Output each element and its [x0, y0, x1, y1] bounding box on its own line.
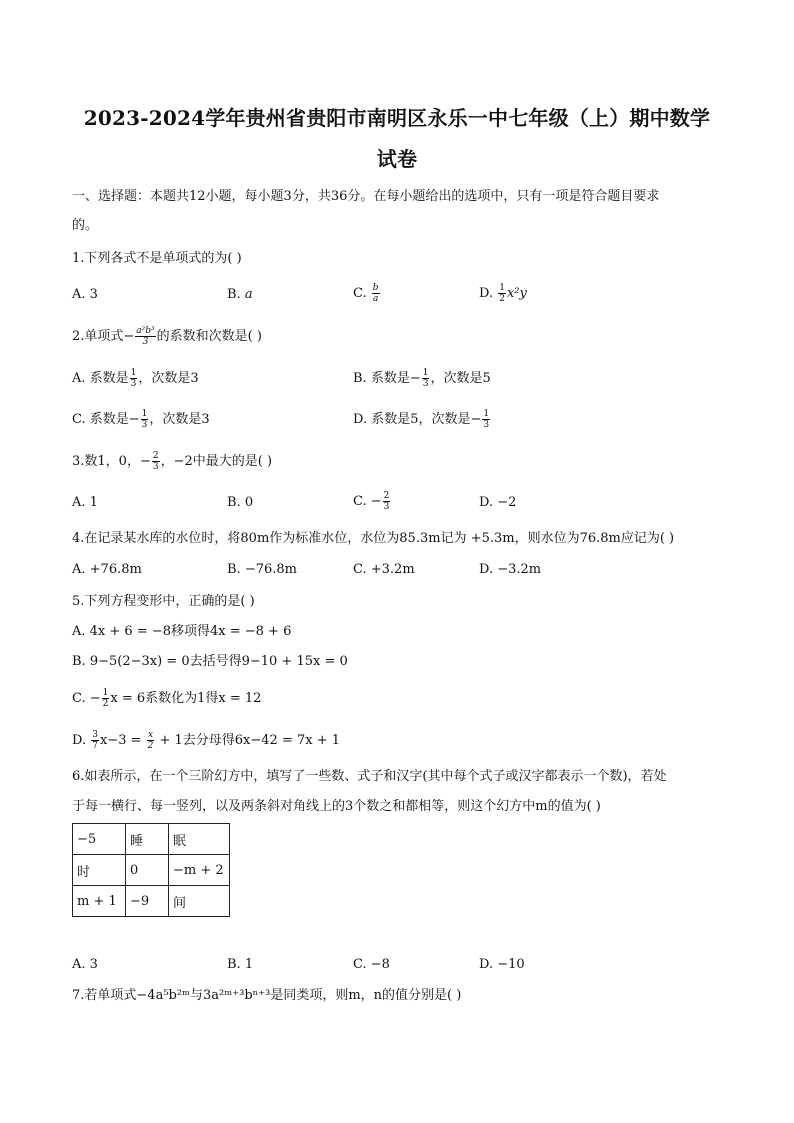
- question-4-stem: 4.在记录某水库的水位时，将80m作为标准水位，水位为85.3m记为 +5.3m，则水位为76.8m应记为( ): [72, 531, 675, 546]
- magic-square-table: [72, 823, 230, 917]
- q1-option-a: A. 3: [72, 287, 98, 302]
- q3-option-a: A. 1: [72, 495, 98, 510]
- table-row: [73, 855, 230, 886]
- q1-option-c: C. $\frac{b}{a}$: [353, 283, 379, 304]
- q2-option-a: A. 系数是 $\frac{1}{3}$ ，次数是3: [72, 368, 199, 389]
- question-7-stem: 7.若单项式−4a⁵b²ᵐ与3a²ᵐ⁺³bⁿ⁺³是同类项，则m，n的值分别是( ): [72, 988, 462, 1003]
- q6-option-c: C. −8: [353, 957, 390, 972]
- section-heading-cont: 的。: [72, 218, 99, 233]
- table-cell: −m + 2: [169, 855, 230, 886]
- q6-option-b: B. 1: [227, 957, 254, 972]
- q4-option-c: C. +3.2m: [353, 562, 415, 577]
- exam-title-line2: 试卷: [376, 147, 418, 171]
- q6-option-d: D. −10: [479, 957, 525, 972]
- q4-option-b: B. −76.8m: [227, 562, 297, 577]
- table-cell: −9: [126, 886, 169, 917]
- table-cell: 眠: [169, 824, 230, 855]
- table-cell: −5: [73, 824, 126, 855]
- question-5-stem: 5.下列方程变形中，正确的是( ): [72, 594, 255, 609]
- q2-option-c: C. 系数是− $\frac{1}{3}$ ，次数是3: [72, 409, 210, 430]
- q4-option-a: A. +76.8m: [72, 562, 142, 577]
- question-2-stem: 2.单项式− $\frac{\text{a²b³}}{3}$ 的系数和次数是( ): [72, 326, 262, 347]
- q4-option-d: D. −3.2m: [479, 562, 542, 577]
- question-6-stem-line2: 于每一横行、每一竖列，以及两条斜对角线上的3个数之和都相等，则这个幻方中m的值为( ): [72, 799, 601, 814]
- table-row: [73, 824, 230, 855]
- table-cell: 间: [169, 886, 230, 917]
- question-1-stem: 1.下列各式不是单项式的为( ): [72, 251, 242, 266]
- table-row: [73, 886, 230, 917]
- q3-option-b: B. 0: [227, 495, 254, 510]
- table-cell: 时: [73, 855, 126, 886]
- q5-option-d: D. $\frac{3}{7}$ x−3 = $\frac{x}{2}$ + 1去分母得6x−42 = 7x + 1: [72, 730, 341, 751]
- q2-option-b: B. 系数是− $\frac{1}{3}$ ，次数是5: [353, 368, 491, 389]
- q5-option-b: B. 9−5(2−3x) = 0去括号得9−10 + 15x = 0: [72, 654, 348, 669]
- q6-option-a: A. 3: [72, 957, 98, 972]
- question-3-stem: 3.数1，0，− $\frac{2}{3}$ ，−2中最大的是( ): [72, 451, 273, 472]
- q1-option-b: B. a: [227, 287, 253, 302]
- q1-option-d: D. $\frac{1}{2}$ x²y: [479, 283, 527, 304]
- q5-option-c: C. − $\frac{1}{2}$ x = 6系数化为1得x = 12: [72, 688, 262, 709]
- exam-title-line1: 2023-2024学年贵州省贵阳市南明区永乐一中七年级（上）期中数学: [83, 106, 711, 130]
- table-cell: m + 1: [73, 886, 126, 917]
- q3-option-d: D. −2: [479, 495, 517, 510]
- table-cell: 0: [126, 855, 169, 886]
- table-cell: 睡: [126, 824, 169, 855]
- q5-option-a: A. 4x + 6 = −8移项得4x = −8 + 6: [72, 624, 292, 639]
- section-heading: 一、选择题：本题共12小题，每小题3分，共36分。在每小题给出的选项中，只有一项是符合题目要求: [72, 189, 660, 204]
- q2-option-d: D. 系数是5，次数是− $\frac{1}{3}$: [353, 409, 490, 430]
- question-6-stem-line1: 6.如表所示，在一个三阶幻方中，填写了一些数、式子和汉字(其中每个式子或汉字都表示一个数)，若处: [72, 769, 667, 784]
- q3-option-c: C. − $\frac{2}{3}$: [353, 491, 390, 512]
